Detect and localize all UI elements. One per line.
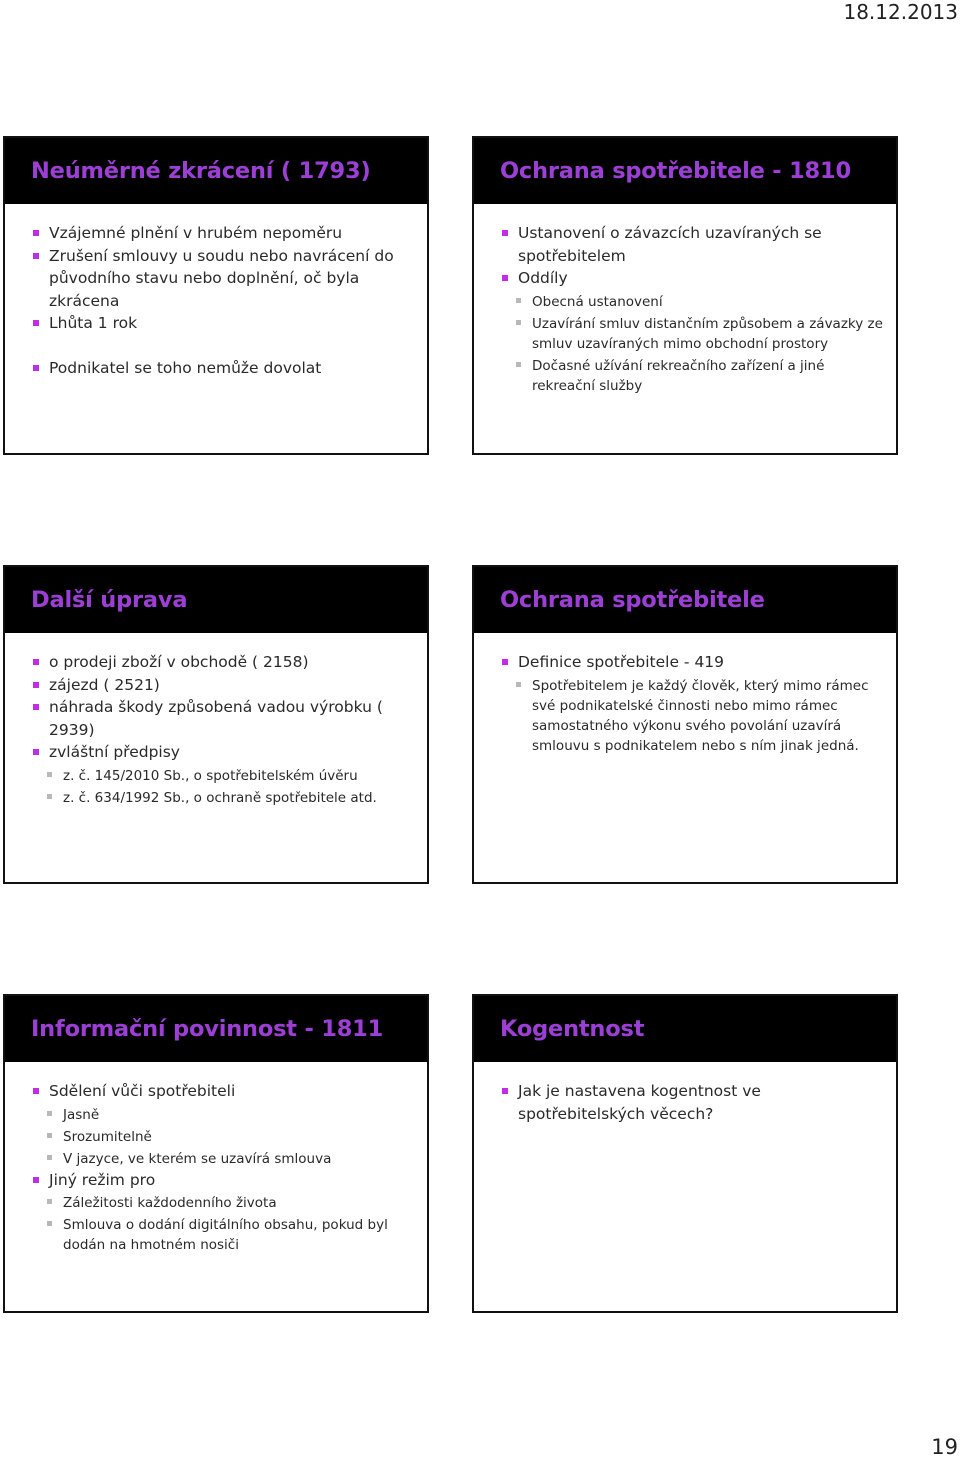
list-item: Jiný režim pro bbox=[31, 1169, 417, 1192]
sub-list-item: z. č. 634/1992 Sb., o ochraně spotřebitele atd. bbox=[31, 788, 417, 808]
slide-header bbox=[5, 996, 427, 1062]
slide-body bbox=[5, 633, 427, 808]
slide-header bbox=[5, 138, 427, 204]
slide-header bbox=[5, 567, 427, 633]
list-item: Vzájemné plnění v hrubém nepoměru bbox=[31, 222, 417, 245]
slide-title: Neúměrné zkrácení ( 1793) bbox=[31, 158, 371, 184]
list-item: zájezd ( 2521) bbox=[31, 674, 417, 697]
list-item: Sdělení vůči spotřebiteli bbox=[31, 1080, 417, 1103]
sub-list-item: Srozumitelně bbox=[31, 1127, 417, 1147]
slide-dalsi-uprava bbox=[3, 565, 429, 884]
list-item: o prodeji zboží v obchodě ( 2158) bbox=[31, 651, 417, 674]
sub-list-item: Uzavírání smluv distančním způsobem a závazky ze smluv uzavíraných mimo obchodní prostory bbox=[500, 314, 886, 354]
slide-header bbox=[474, 567, 896, 633]
slide-header bbox=[474, 138, 896, 204]
slide-kogentnost bbox=[472, 994, 898, 1313]
sub-list-item: Jasně bbox=[31, 1105, 417, 1125]
slide-title: Ochrana spotřebitele bbox=[500, 587, 765, 613]
sub-list-item: z. č. 145/2010 Sb., o spotřebitelském úvěru bbox=[31, 766, 417, 786]
sub-list-item: Smlouva o dodání digitálního obsahu, pokud byl dodán na hmotném nosiči bbox=[31, 1215, 417, 1255]
slide-title: Informační povinnost - 1811 bbox=[31, 1016, 384, 1042]
list-item: Zrušení smlouvy u soudu nebo navrácení do původního stavu nebo doplnění, oč byla zkrácena bbox=[31, 245, 417, 313]
sub-list-item: Dočasné užívání rekreačního zařízení a jiné rekreační služby bbox=[500, 356, 886, 396]
slide-ochrana-spotrebitele bbox=[472, 565, 898, 884]
slide-body bbox=[474, 633, 896, 756]
slide-informacni-povinnost bbox=[3, 994, 429, 1313]
list-item: náhrada škody způsobená vadou výrobku ( 2939) bbox=[31, 696, 417, 741]
list-item: Ustanovení o závazcích uzavíraných se spotřebitelem bbox=[500, 222, 886, 267]
slide-neumerne-zkraceni bbox=[3, 136, 429, 455]
page-number: 19 bbox=[931, 1435, 958, 1459]
slide-body bbox=[474, 204, 896, 396]
slide-title: Další úprava bbox=[31, 587, 188, 613]
list-item: Jak je nastavena kogentnost ve spotřebitelských věcech? bbox=[500, 1080, 886, 1125]
list-item: Lhůta 1 rok bbox=[31, 312, 417, 335]
list-item: Definice spotřebitele - 419 bbox=[500, 651, 886, 674]
sub-list-item: Obecná ustanovení bbox=[500, 292, 886, 312]
sub-list-item: Záležitosti každodenního života bbox=[31, 1193, 417, 1213]
slide-title: Ochrana spotřebitele - 1810 bbox=[500, 158, 851, 184]
list-item: zvláštní předpisy bbox=[31, 741, 417, 764]
list-item: Oddíly bbox=[500, 267, 886, 290]
sub-list-item: V jazyce, ve kterém se uzavírá smlouva bbox=[31, 1149, 417, 1169]
list-item: Podnikatel se toho nemůže dovolat bbox=[31, 357, 417, 380]
slide-ochrana-spotrebitele-1810 bbox=[472, 136, 898, 455]
slide-title: Kogentnost bbox=[500, 1016, 645, 1042]
sub-list-item: Spotřebitelem je každý člověk, který mimo rámec své podnikatelské činnosti nebo mimo rámec samostatného výkonu svého povolání uzavírá smlouvu s podnikatelem nebo s ním jinak jedná. bbox=[500, 676, 886, 756]
slide-header bbox=[474, 996, 896, 1062]
page-date: 18.12.2013 bbox=[843, 0, 958, 24]
slide-body bbox=[474, 1062, 896, 1125]
slide-body bbox=[5, 1062, 427, 1255]
slide-body bbox=[5, 204, 427, 379]
